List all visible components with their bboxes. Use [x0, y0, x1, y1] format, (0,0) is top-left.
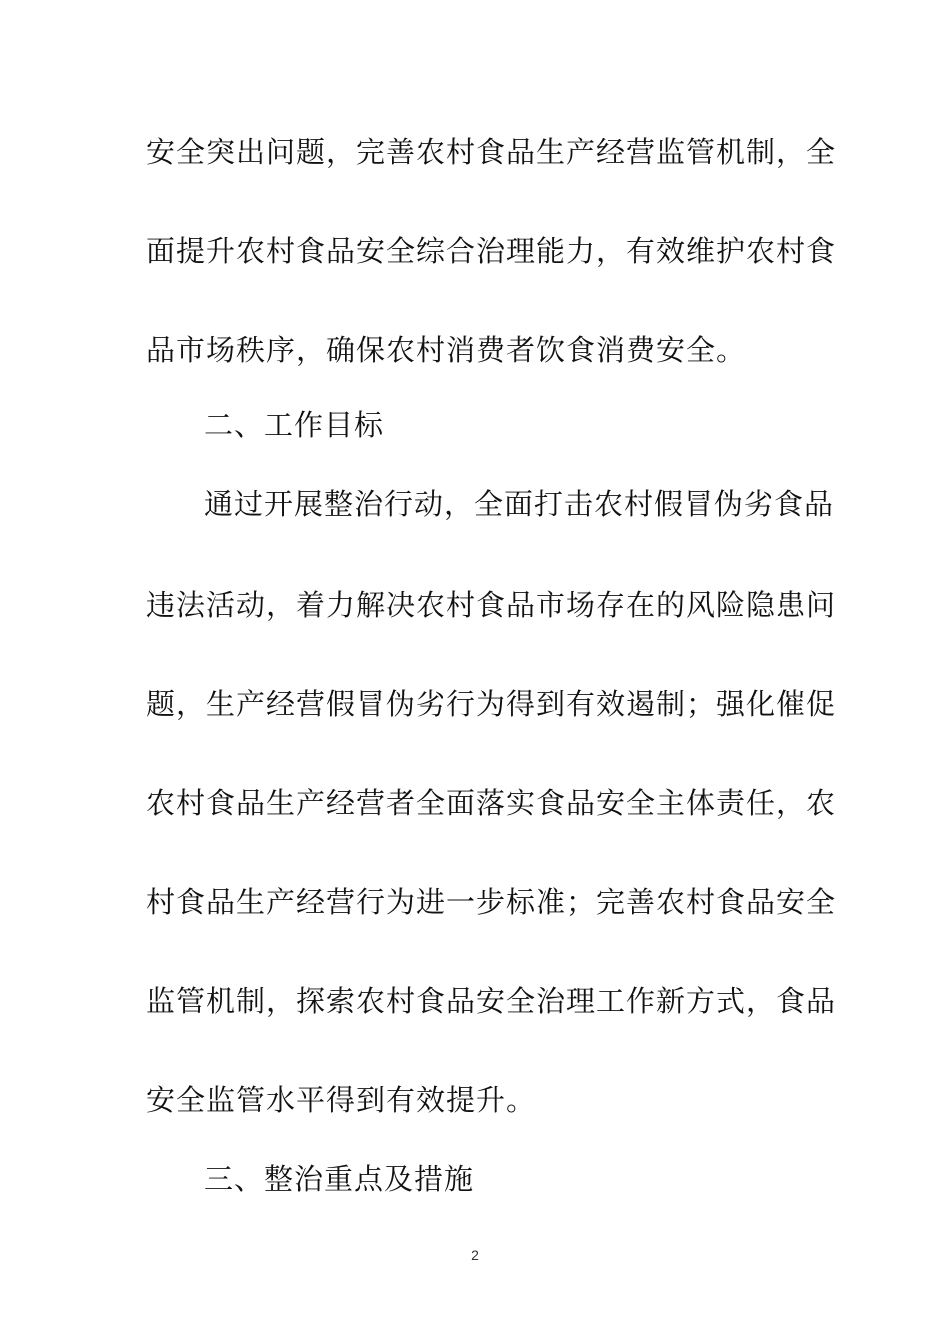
paragraph-line: 安全突出问题，完善农村食品生产经营监管机制，全: [146, 135, 837, 169]
paragraph-line: 题，生产经营假冒伪劣行为得到有效遏制；强化催促: [146, 687, 837, 721]
paragraph-line: 品市场秩序，确保农村消费者饮食消费安全。: [146, 333, 747, 367]
section-heading: 二、工作目标: [204, 408, 385, 442]
paragraph-line: 违法活动，着力解决农村食品市场存在的风险隐患问: [146, 588, 837, 622]
paragraph-line: 村食品生产经营行为进一步标准；完善农村食品安全: [146, 885, 837, 919]
paragraph-line: 监管机制，探索农村食品安全治理工作新方式，食品: [146, 984, 837, 1018]
paragraph-line: 通过开展整治行动，全面打击农村假冒伪劣食品: [204, 487, 835, 521]
section-heading: 三、整治重点及措施: [204, 1162, 475, 1196]
paragraph-line: 面提升农村食品安全综合治理能力，有效维护农村食: [146, 234, 837, 268]
paragraph-line: 农村食品生产经营者全面落实食品安全主体责任，农: [146, 786, 837, 820]
page-number: 2: [471, 1247, 479, 1263]
paragraph-line: 安全监管水平得到有效提升。: [146, 1083, 537, 1117]
